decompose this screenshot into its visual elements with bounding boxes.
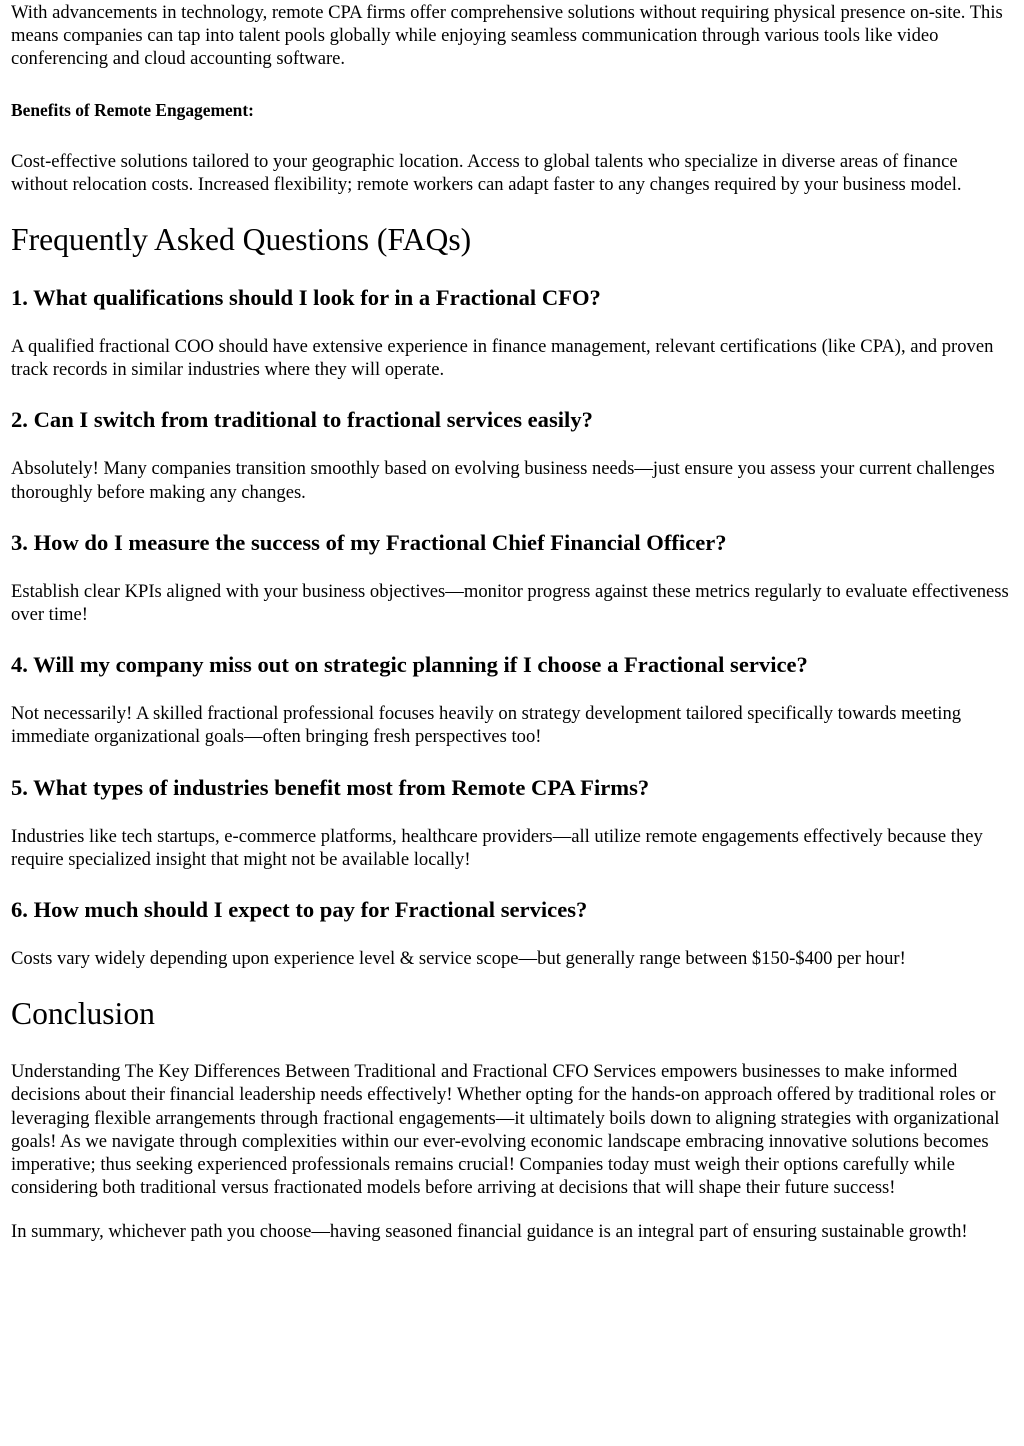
conclusion-heading: Conclusion — [11, 996, 155, 1032]
faq-heading: Frequently Asked Questions (FAQs) — [11, 222, 472, 258]
faq-question-1: 1. What qualifications should I look for in a Fractional CFO? — [11, 285, 601, 311]
benefits-paragraph: Cost-effective solutions tailored to your geographic location. Access to global talents who specialize in diverse areas of finance without relocation costs. Increased flexibility; remote workers can adapt faster to any changes required by your business model. — [11, 150, 962, 195]
benefits-label: Benefits of Remote Engagement: — [11, 99, 254, 120]
intro-paragraph: With advancements in technology, remote CPA firms offer comprehensive solutions without requiring physical presence on-site. This means companies can tap into talent pools globally while enjoying seamless communication through various tools like video conferencing and cloud accounting software. — [11, 2, 1003, 70]
faq-question-5: 5. What types of industries benefit most from Remote CPA Firms? — [11, 774, 650, 800]
faq-question-3: 3. How do I measure the success of my Fractional Chief Financial Officer? — [11, 529, 727, 555]
faq-answer-5: Industries like tech startups, e-commerce platforms, healthcare providers—all utilize remote engagements effectively because they require specialized insight that might not be available locally! — [11, 825, 983, 870]
faq-answer-3: Establish clear KPIs aligned with your business objectives—monitor progress against these metrics regularly to evaluate effectiveness over time! — [11, 580, 1009, 626]
faq-answer-4: Not necessarily! A skilled fractional professional focuses heavily on strategy development tailored specifically towards meeting immediate organizational goals—often bringing fresh perspectives too! — [11, 703, 962, 748]
conclusion-paragraph-1: Understanding The Key Differences Between Traditional and Fractional CFO Services empowers businesses to make informed decisions about their financial leadership needs effectively! Whether opting for the hands-on approach offered by traditional roles or leveraging flexible arrangements through fractional engagements—it ultimately boils down to aligning strategies with organizational goals! As we navigate through complexities within our ever-evolving economic landscape embracing innovative solutions becomes imperative; thus seeking experienced professionals remains crucial! Companies today must weigh their options carefully while considering both traditional versus fractionated models before arriving at decisions that will shape their future success! — [11, 1061, 1000, 1199]
conclusion-paragraph-2: In summary, whichever path you choose—having seasoned financial guidance is an integral part of ensuring sustainable growth! — [11, 1221, 968, 1243]
faq-question-4: 4. Will my company miss out on strategic planning if I choose a Fractional service? — [11, 652, 808, 678]
faq-answer-2: Absolutely! Many companies transition smoothly based on evolving business needs—just ensure you assess your current challenges thoroughly before making any changes. — [11, 458, 995, 503]
faq-question-6: 6. How much should I expect to pay for Fractional services? — [11, 897, 588, 923]
faq-question-2: 2. Can I switch from traditional to fractional services easily? — [11, 407, 593, 433]
faq-answer-1: A qualified fractional COO should have extensive experience in finance management, relevant certifications (like CPA), and proven track records in similar industries where they will operate. — [11, 336, 994, 381]
faq-answer-6: Costs vary widely depending upon experience level & service scope—but generally range between $150-$400 per hour! — [11, 948, 906, 970]
